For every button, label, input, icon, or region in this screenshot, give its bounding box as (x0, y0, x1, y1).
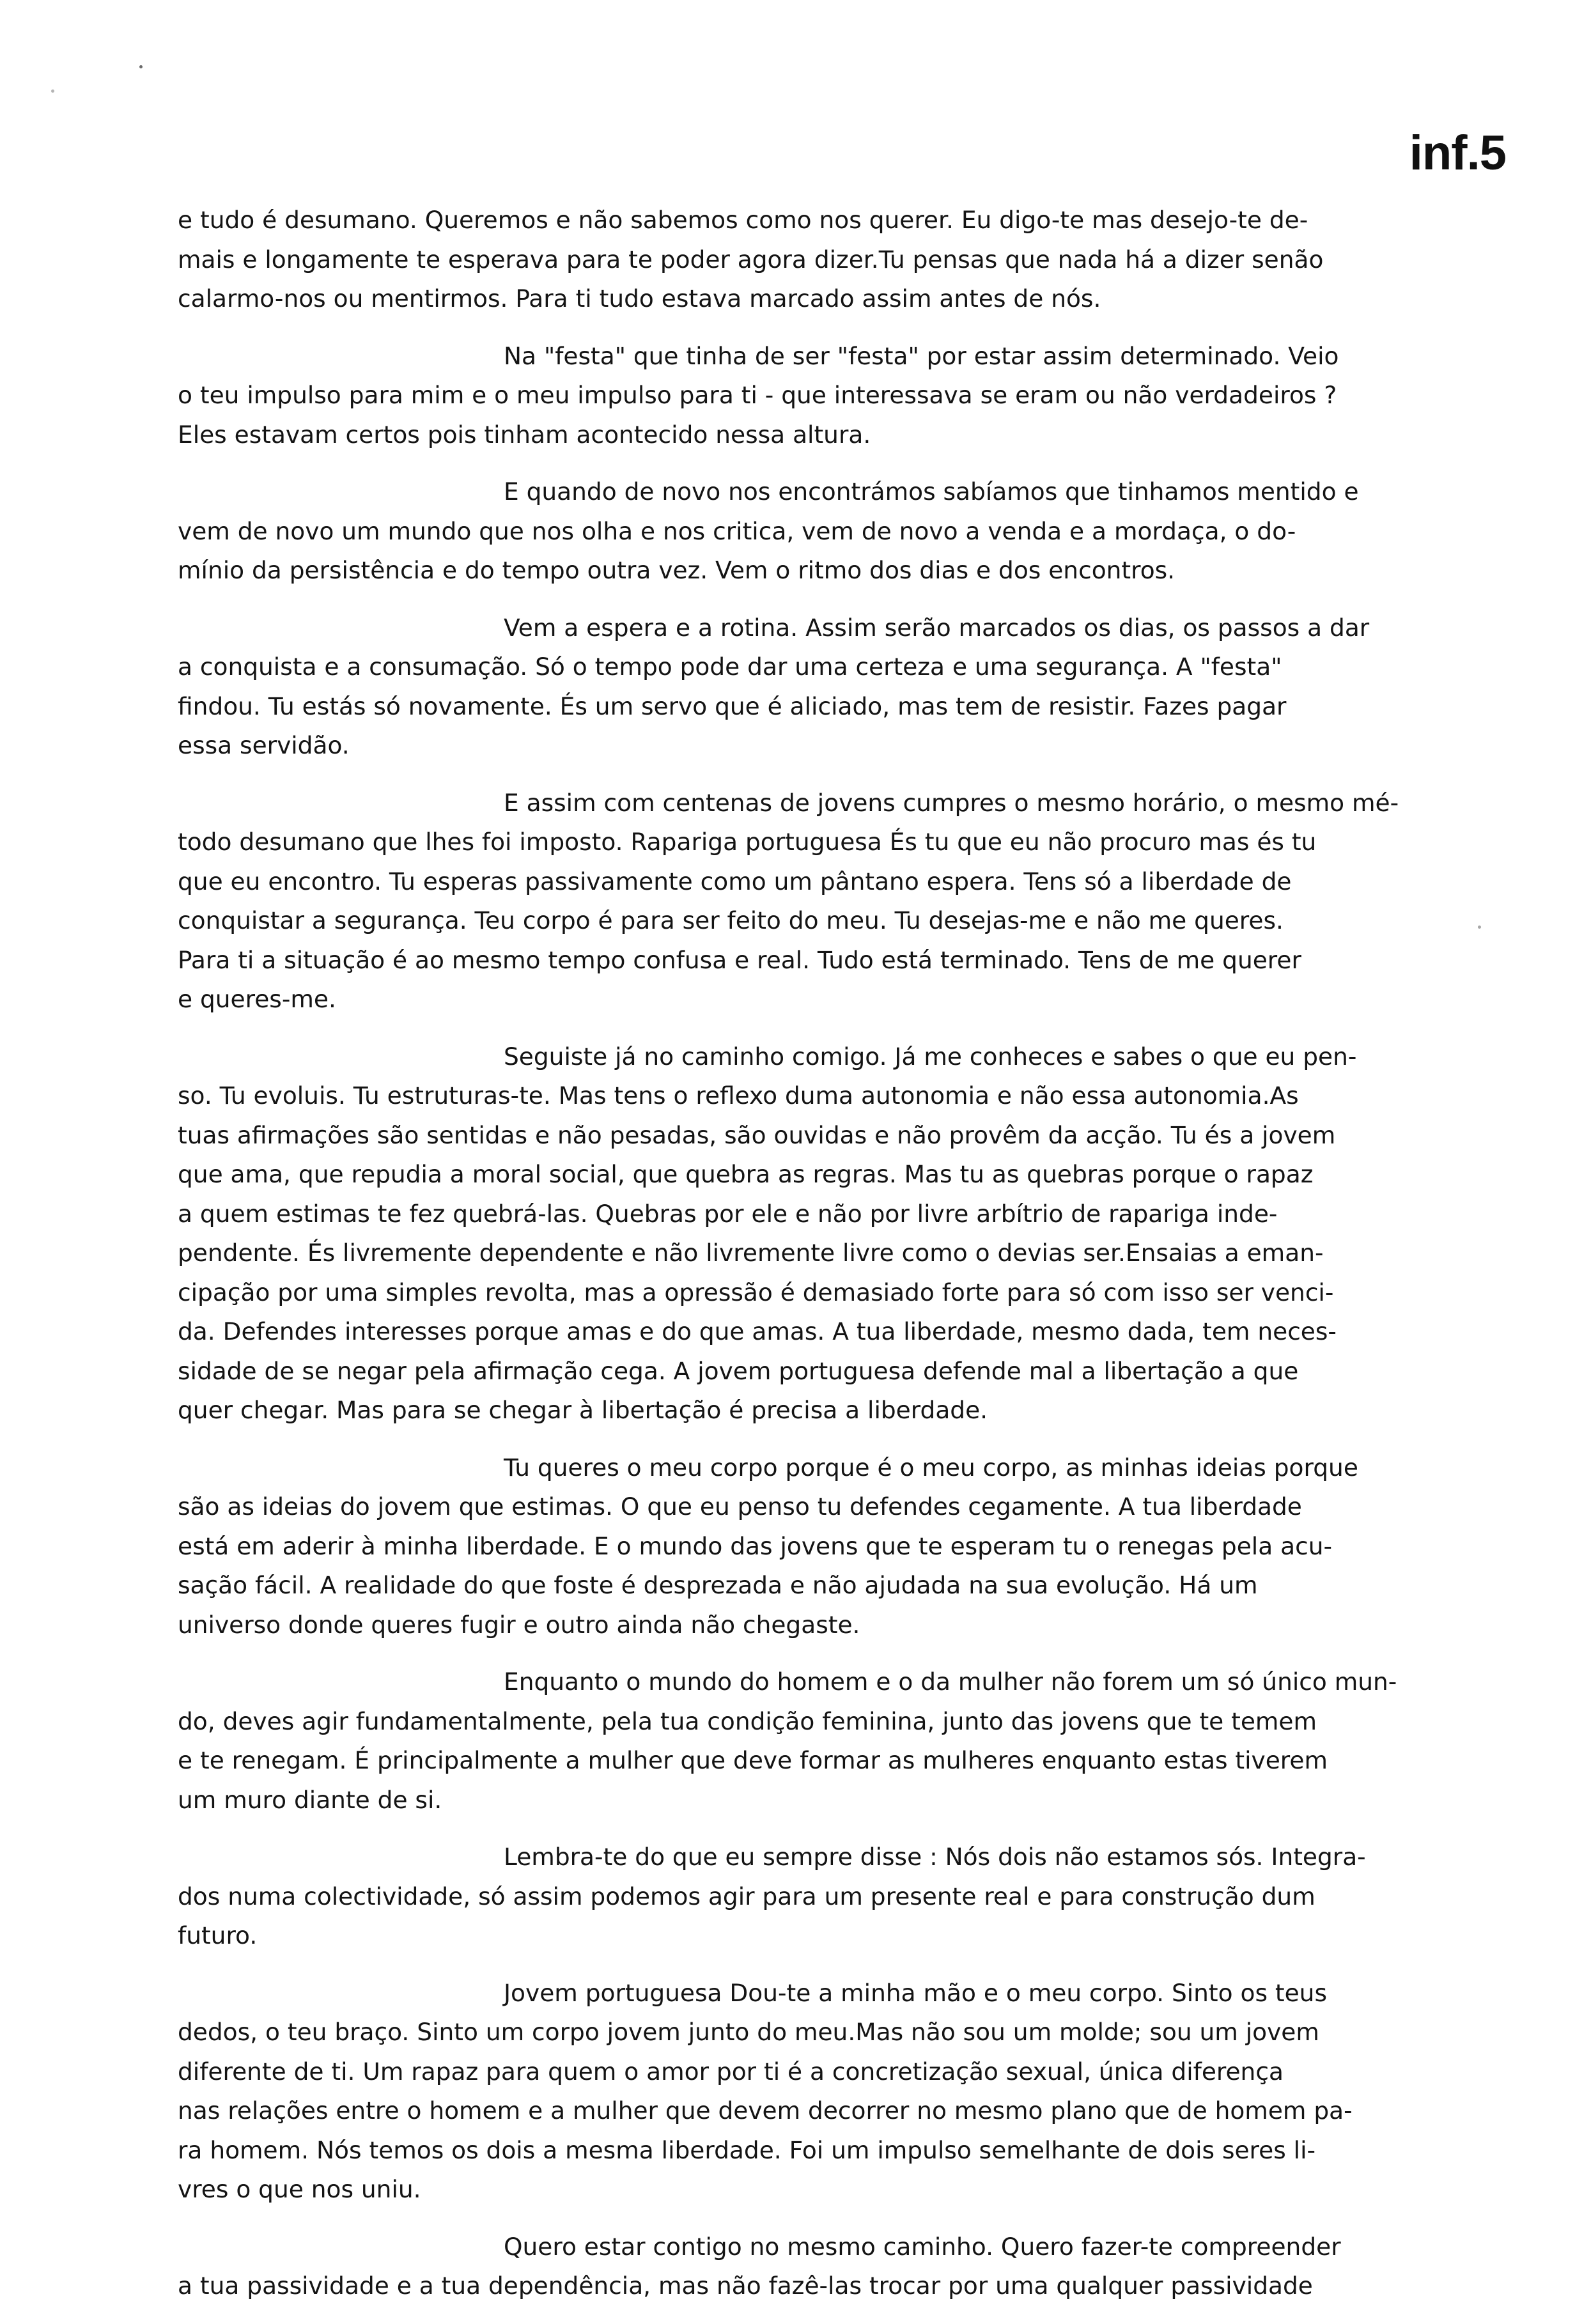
text-line: todo desumano que lhes foi imposto. Rapariga portuguesa És tu que eu não procuro mas és tu (178, 828, 1317, 856)
text-line: conquistar a segurança. Teu corpo é para ser feito do meu. Tu desejas-me e não me queres. (178, 906, 1284, 934)
text-line: e queres-me. (178, 985, 336, 1013)
text-line: Vem a espera e a rotina. Assim serão marcados os dias, os passos a dar (504, 613, 1370, 642)
text-line: futuro. (178, 1921, 258, 1949)
text-line: Jovem portuguesa Dou-te a minha mão e o meu corpo. Sinto os teus (504, 1978, 1327, 2007)
text-line: e tudo é desumano. Queremos e não sabemos como nos querer. Eu digo-te mas desejo-te de- (178, 206, 1308, 234)
text-line: findou. Tu estás só novamente. És um servo que é aliciado, mas tem de resistir. Fazes pagar (178, 692, 1287, 720)
text-line: da. Defendes interesses porque amas e do que amas. A tua liberdade, mesmo dada, tem neces- (178, 1317, 1337, 1345)
text-line: dos numa colectividade, só assim podemos agir para um presente real e para construção dum (178, 1882, 1315, 1910)
paragraph-6 (178, 1037, 1489, 1430)
paragraph-5 (178, 784, 1489, 1019)
paragraph-3 (178, 472, 1489, 591)
text-line: E assim com centenas de jovens cumpres o mesmo horário, o mesmo mé- (504, 788, 1399, 817)
text-line: tuas afirmações são sentidas e não pesadas, são ouvidas e não provêm da acção. Tu és a jovem (178, 1120, 1336, 1149)
scan-speck (139, 65, 143, 68)
page-number-label: inf.5 (1409, 126, 1506, 180)
text-line: so. Tu evoluis. Tu estruturas-te. Mas tens o reflexo duma autonomia e não essa autonomia.As (178, 1081, 1299, 1110)
text-line: são as ideias do jovem que estimas. O que eu penso tu defendes cegamente. A tua liberdade (178, 1492, 1302, 1521)
text-line: que ama, que repudia a moral social, que quebra as regras. Mas tu as quebras porque o rapaz (178, 1160, 1314, 1188)
text-line: a tua passividade e a tua dependência, mas não fazê-las trocar por uma qualquer passividade (178, 2272, 1313, 2300)
scan-speck (51, 89, 54, 93)
text-line: nas relações entre o homem e a mulher que devem decorrer no mesmo plano que de homem pa- (178, 2096, 1353, 2125)
text-line: Lembra-te do que eu sempre disse : Nós dois não estamos sós. Integra- (504, 1843, 1366, 1871)
text-line: Para ti a situação é ao mesmo tempo confusa e real. Tudo está terminado. Tens de me querer (178, 945, 1301, 974)
text-line: sação fácil. A realidade do que foste é desprezada e não ajudada na sua evolução. Há um (178, 1571, 1258, 1599)
text-line: Na "festa" que tinha de ser "festa" por estar assim determinado. Veio (504, 341, 1339, 370)
paragraph-7 (178, 1448, 1489, 1645)
text-line: e te renegam. É principalmente a mulher que deve formar as mulheres enquanto estas tiverem (178, 1746, 1328, 1774)
text-line: mais e longamente te esperava para te poder agora dizer.Tu pensas que nada há a dizer senão (178, 245, 1324, 274)
text-line: Eles estavam certos pois tinham acontecido nessa altura. (178, 420, 871, 449)
text-line: dedos, o teu braço. Sinto um corpo jovem junto do meu.Mas não sou um molde; sou um jovem (178, 2018, 1319, 2046)
text-line: Seguiste já no caminho comigo. Já me conheces e sabes o que eu pen- (504, 1042, 1357, 1071)
text-line: quer chegar. Mas para se chegar à libertação é precisa a liberdade. (178, 1396, 988, 1424)
text-line: vem de novo um mundo que nos olha e nos critica, vem de novo a venda e a mordaça, o do- (178, 516, 1296, 545)
text-line: o teu impulso para mim e o meu impulso para ti - que interessava se eram ou não verdadeiros ? (178, 381, 1337, 409)
paragraph-2 (178, 337, 1489, 455)
paragraph-10 (178, 1974, 1489, 2210)
scan-speck (1478, 926, 1481, 929)
text-line: ra homem. Nós temos os dois a mesma liberdade. Foi um impulso semelhante de dois seres li- (178, 2135, 1316, 2164)
text-line: universo donde queres fugir e outro ainda não chegaste. (178, 1610, 860, 1639)
document-body (178, 201, 1489, 2324)
text-line: Tu queres o meu corpo porque é o meu corpo, as minhas ideias porque (504, 1453, 1358, 1482)
text-line: diferente de ti. Um rapaz para quem o amor por ti é a concretização sexual, única diferença (178, 2057, 1284, 2086)
paragraph-8 (178, 1662, 1489, 1820)
text-line: Quero estar contigo no mesmo caminho. Quero fazer-te compreender (504, 2232, 1341, 2261)
text-line: a conquista e a consumação. Só o tempo pode dar uma certeza e uma segurança. A "festa" (178, 653, 1282, 681)
text-line: calarmo-nos ou mentirmos. Para ti tudo estava marcado assim antes de nós. (178, 284, 1101, 313)
paragraph-11 (178, 2227, 1489, 2306)
paragraph-9 (178, 1838, 1489, 1956)
text-line: a quem estimas te fez quebrá-las. Quebras por ele e não por livre arbítrio de rapariga inde- (178, 1199, 1278, 1228)
text-line: Enquanto o mundo do homem e o da mulher não forem um só único mun- (504, 1668, 1397, 1696)
paragraph-4 (178, 608, 1489, 766)
text-line: que eu encontro. Tu esperas passivamente como um pântano espera. Tens só a liberdade de (178, 867, 1292, 895)
text-line: vres o que nos uniu. (178, 2175, 421, 2203)
text-line: mínio da persistência e do tempo outra vez. Vem o ritmo dos dias e dos encontros. (178, 556, 1175, 584)
text-line: sidade de se negar pela afirmação cega. A jovem portuguesa defende mal a libertação a que (178, 1356, 1299, 1385)
text-line: essa servidão. (178, 731, 350, 759)
paragraph-1 (178, 201, 1489, 319)
text-line: está em aderir à minha liberdade. E o mundo das jovens que te esperam tu o renegas pela acu- (178, 1531, 1332, 1560)
text-line: pendente. És livremente dependente e não livremente livre como o devias ser.Ensaias a eman- (178, 1239, 1324, 1267)
text-line: um muro diante de si. (178, 1785, 442, 1814)
text-line: E quando de novo nos encontrámos sabíamos que tinhamos mentido e (504, 477, 1359, 506)
text-line: cipação por uma simples revolta, mas a opressão é demasiado forte para só com isso ser venci- (178, 1278, 1334, 1306)
text-line: do, deves agir fundamentalmente, pela tua condição feminina, junto das jovens que te temem (178, 1707, 1317, 1735)
